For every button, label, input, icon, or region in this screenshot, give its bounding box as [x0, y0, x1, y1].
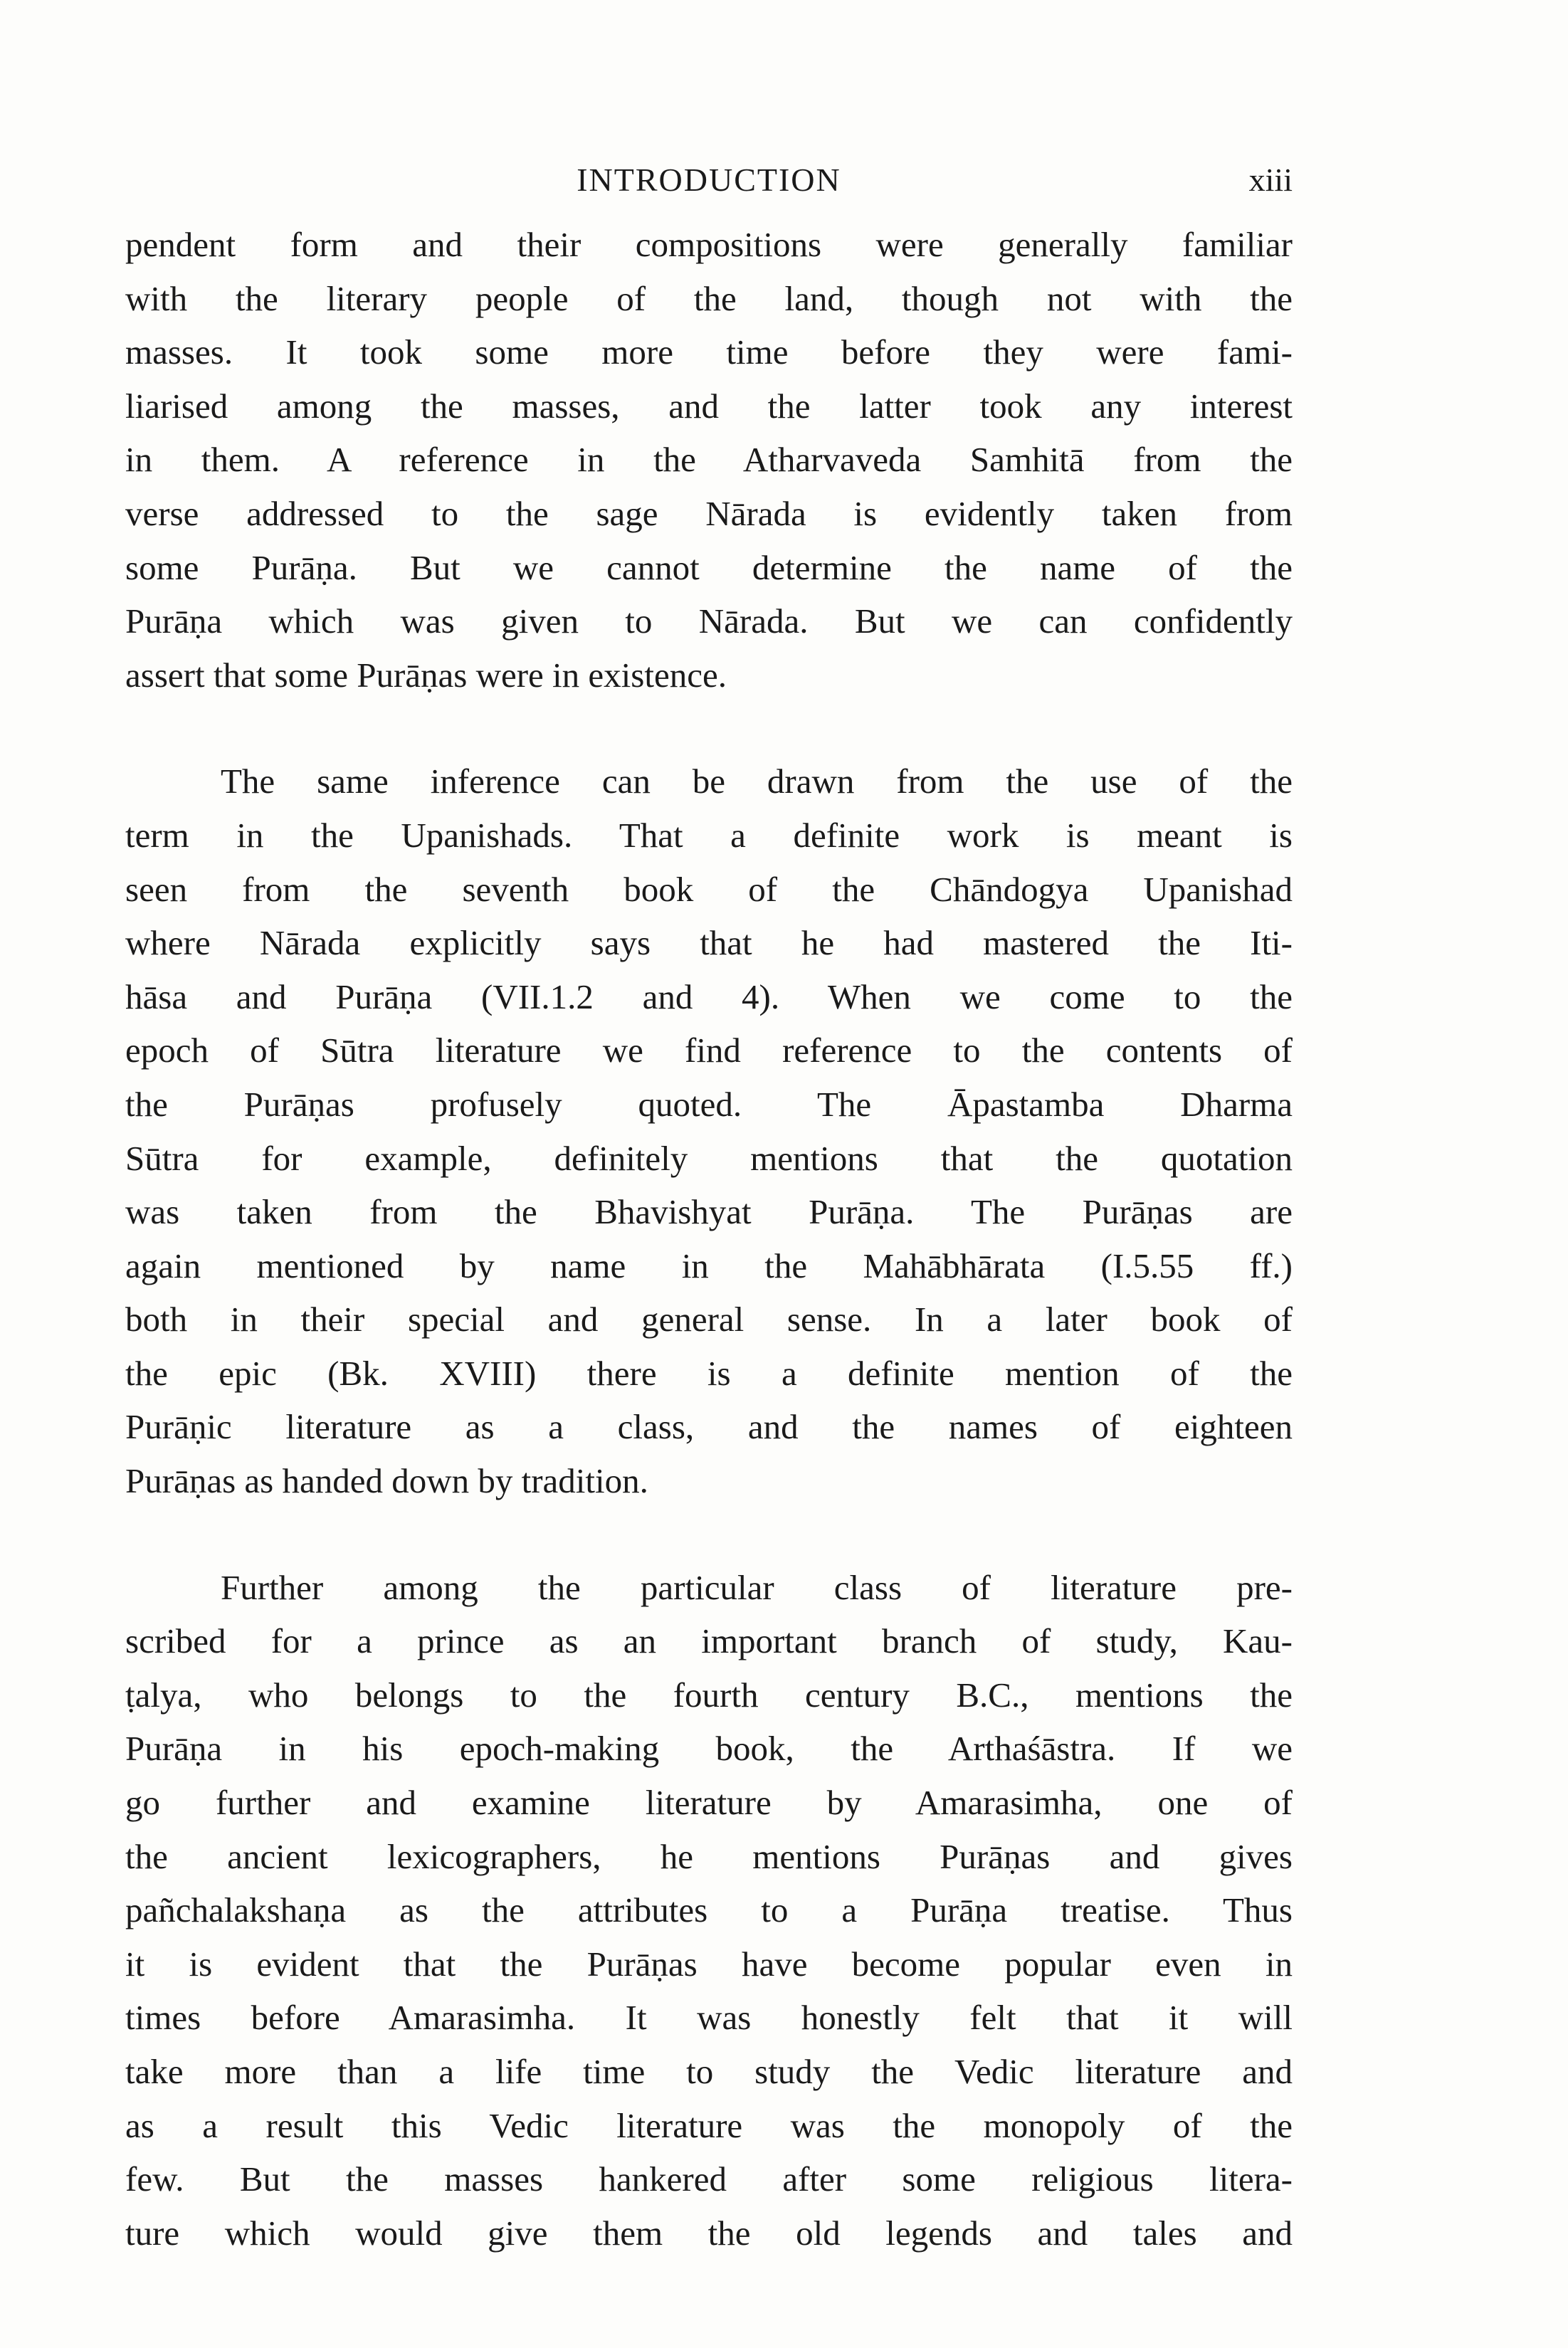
text-line: again mentioned by name in the Mahābhārata (I.5.55 ff.): [125, 1246, 1293, 1285]
page-number: xiii: [1248, 162, 1293, 198]
text-line: the Purāṇas profusely quoted. The Āpastamba Dharma: [125, 1084, 1293, 1124]
text-line: hāsa and Purāṇa (VII.1.2 and 4). When we come to the: [125, 976, 1293, 1016]
running-head: [125, 155, 1293, 205]
text-line: take more than a life time to study the Vedic literature and: [125, 2052, 1293, 2091]
text-line: Further among the particular class of literature pre-: [221, 1567, 1293, 1607]
text-line: it is evident that the Purāṇas have become popular even in: [125, 1944, 1293, 1984]
text-line: Sūtra for example, definitely mentions that the quotation: [125, 1138, 1293, 1178]
paragraph-3: [125, 1561, 1293, 2260]
text-line: ṭalya, who belongs to the fourth century B.C., mentions the: [125, 1675, 1293, 1715]
text-line: masses. It took some more time before they were fami-: [125, 332, 1293, 372]
body-text: [125, 218, 1293, 2260]
paragraph-1: [125, 218, 1293, 702]
text-line: The same inference can be drawn from the use of the: [221, 762, 1293, 801]
text-line: times before Amarasimha. It was honestly felt that it will: [125, 1998, 1293, 2038]
text-line: in them. A reference in the Atharvaveda Samhitā from the: [125, 440, 1293, 480]
text-line: where Nārada explicitly says that he had mastered the Iti-: [125, 923, 1293, 963]
text-line: Purāṇas as handed down by tradition.: [125, 1461, 648, 1501]
running-title: INTRODUCTION: [577, 162, 841, 198]
text-line: scribed for a prince as an important branch of study, Kau-: [125, 1621, 1293, 1661]
text-line: assert that some Purāṇas were in existence.: [125, 655, 727, 695]
text-line: ture which would give them the old legends and tales and: [125, 2213, 1293, 2253]
text-line: the epic (Bk. XVIII) there is a definite mention of the: [125, 1353, 1293, 1393]
text-line: liarised among the masses, and the latter took any interest: [125, 386, 1293, 426]
text-line: as a result this Vedic literature was the monopoly of the: [125, 2105, 1293, 2145]
text-line: Purāṇa in his epoch-making book, the Arthaśāstra. If we: [125, 1729, 1293, 1769]
text-line: Purāṇic literature as a class, and the names of eighteen: [125, 1407, 1293, 1447]
text-line: was taken from the Bhavishyat Purāṇa. The Purāṇas are: [125, 1192, 1293, 1232]
text-line: few. But the masses hankered after some religious litera-: [125, 2159, 1293, 2199]
text-line: go further and examine literature by Amarasimha, one of: [125, 1783, 1293, 1823]
text-line: seen from the seventh book of the Chāndogya Upanishad: [125, 869, 1293, 909]
text-line: both in their special and general sense. In a later book of: [125, 1300, 1293, 1339]
paragraph-2: [125, 754, 1293, 1507]
text-line: with the literary people of the land, though not with the: [125, 278, 1293, 318]
text-line: term in the Upanishads. That a definite work is meant is: [125, 815, 1293, 855]
text-line: some Purāṇa. But we cannot determine the name of the: [125, 547, 1293, 587]
text-line: the ancient lexicographers, he mentions Purāṇas and gives: [125, 1836, 1293, 1876]
text-line: verse addressed to the sage Nārada is evidently taken from: [125, 493, 1293, 533]
text-line: pañchalakshaṇa as the attributes to a Purāṇa treatise. Thus: [125, 1890, 1293, 1930]
text-line: Purāṇa which was given to Nārada. But we can confidently: [125, 601, 1293, 641]
text-line: epoch of Sūtra literature we find reference to the contents of: [125, 1031, 1293, 1070]
text-line: pendent form and their compositions were generally familiar: [125, 225, 1293, 264]
